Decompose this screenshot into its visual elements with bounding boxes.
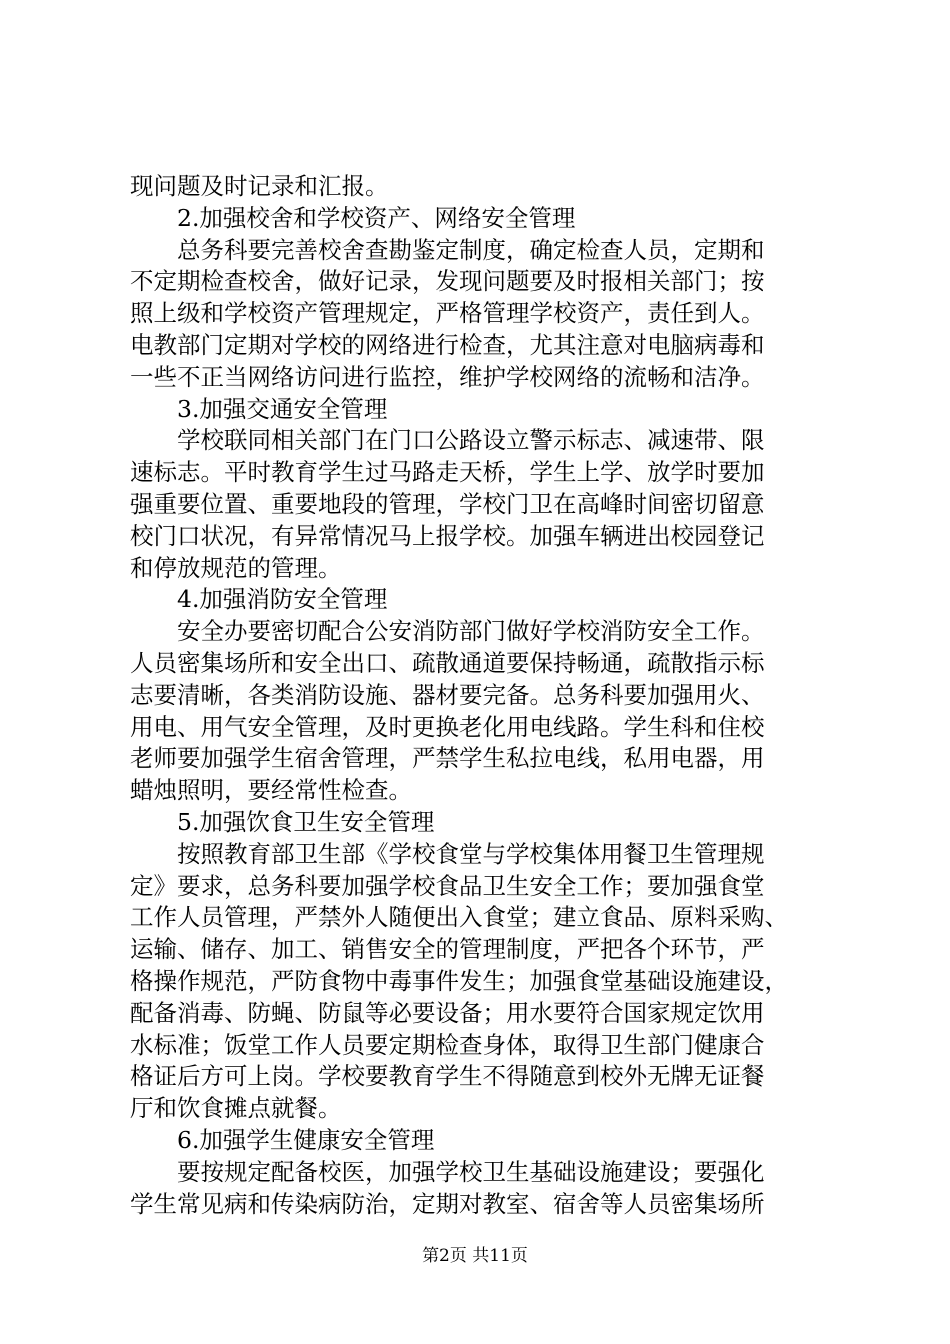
text-line: 学校联同相关部门在门口公路设立警示标志、减速带、限 <box>177 426 765 455</box>
text-line: 总务科要完善校舍查勘鉴定制度，确定检查人员，定期和 <box>177 235 765 264</box>
text-line: 校门口状况，有异常情况马上报学校。加强车辆进出校园登记 <box>130 521 765 550</box>
text-line: 格证后方可上岗。学校要教育学生不得随意到校外无牌无证餐 <box>130 1062 765 1091</box>
text-line: 蜡烛照明，要经常性检查。 <box>130 776 412 805</box>
text-line: 要按规定配备校医，加强学校卫生基础设施建设；要强化 <box>177 1157 765 1186</box>
text-line: 安全办要密切配合公安消防部门做好学校消防安全工作。 <box>177 617 765 646</box>
text-line: 运输、储存、加工、销售安全的管理制度，严把各个环节，严 <box>130 935 765 964</box>
text-line: 工作人员管理，严禁外人随便出入食堂；建立食品、原料采购、 <box>130 903 788 932</box>
text-line: 电教部门定期对学校的网络进行检查，尤其注意对电脑病毒和 <box>130 330 765 359</box>
text-line: 格操作规范，严防食物中毒事件发生；加强食堂基础设施建设， <box>130 966 788 995</box>
text-line: 老师要加强学生宿舍管理，严禁学生私拉电线，私用电器，用 <box>130 744 765 773</box>
text-line: 照上级和学校资产管理规定，严格管理学校资产，责任到人。 <box>130 299 765 328</box>
text-line: 学生常见病和传染病防治，定期对教室、宿舍等人员密集场所 <box>130 1189 765 1218</box>
text-line: 5.加强饮食卫生安全管理 <box>177 807 435 836</box>
document-body <box>130 171 830 1220</box>
text-line: 和停放规范的管理。 <box>130 553 342 582</box>
text-line: 速标志。平时教育学生过马路走天桥，学生上学、放学时要加 <box>130 458 765 487</box>
text-line: 4.加强消防安全管理 <box>177 585 388 614</box>
text-line: 定》要求，总务科要加强学校食品卫生安全工作；要加强食堂 <box>130 871 765 900</box>
text-line: 用电、用气安全管理，及时更换老化用电线路。学生科和住校 <box>130 712 765 741</box>
text-line: 人员密集场所和安全出口、疏散通道要保持畅通，疏散指示标 <box>130 648 765 677</box>
text-line: 不定期检查校舍，做好记录，发现问题要及时报相关部门；按 <box>130 267 765 296</box>
text-line: 现问题及时记录和汇报。 <box>130 172 389 200</box>
text-line: 3.加强交通安全管理 <box>177 394 388 423</box>
text-line: 配备消毒、防蝇、防鼠等必要设备；用水要符合国家规定饮用 <box>130 998 765 1027</box>
text-line: 一些不正当网络访问进行监控，维护学校网络的流畅和洁净。 <box>130 362 765 391</box>
text-line: 6.加强学生健康安全管理 <box>177 1125 435 1154</box>
text-line: 水标准；饭堂工作人员要定期检查身体，取得卫生部门健康合 <box>130 1030 765 1059</box>
text-line: 志要清晰，各类消防设施、器材要完备。总务科要加强用火、 <box>130 680 765 709</box>
text-line: 强重要位置、重要地段的管理，学校门卫在高峰时间密切留意 <box>130 489 765 518</box>
text-line: 厅和饮食摊点就餐。 <box>130 1094 342 1123</box>
text-line: 按照教育部卫生部《学校食堂与学校集体用餐卫生管理规 <box>177 839 765 868</box>
page-footer: 第2页 共11页 <box>422 1246 528 1266</box>
text-line: 2.加强校舍和学校资产、网络安全管理 <box>177 203 576 232</box>
